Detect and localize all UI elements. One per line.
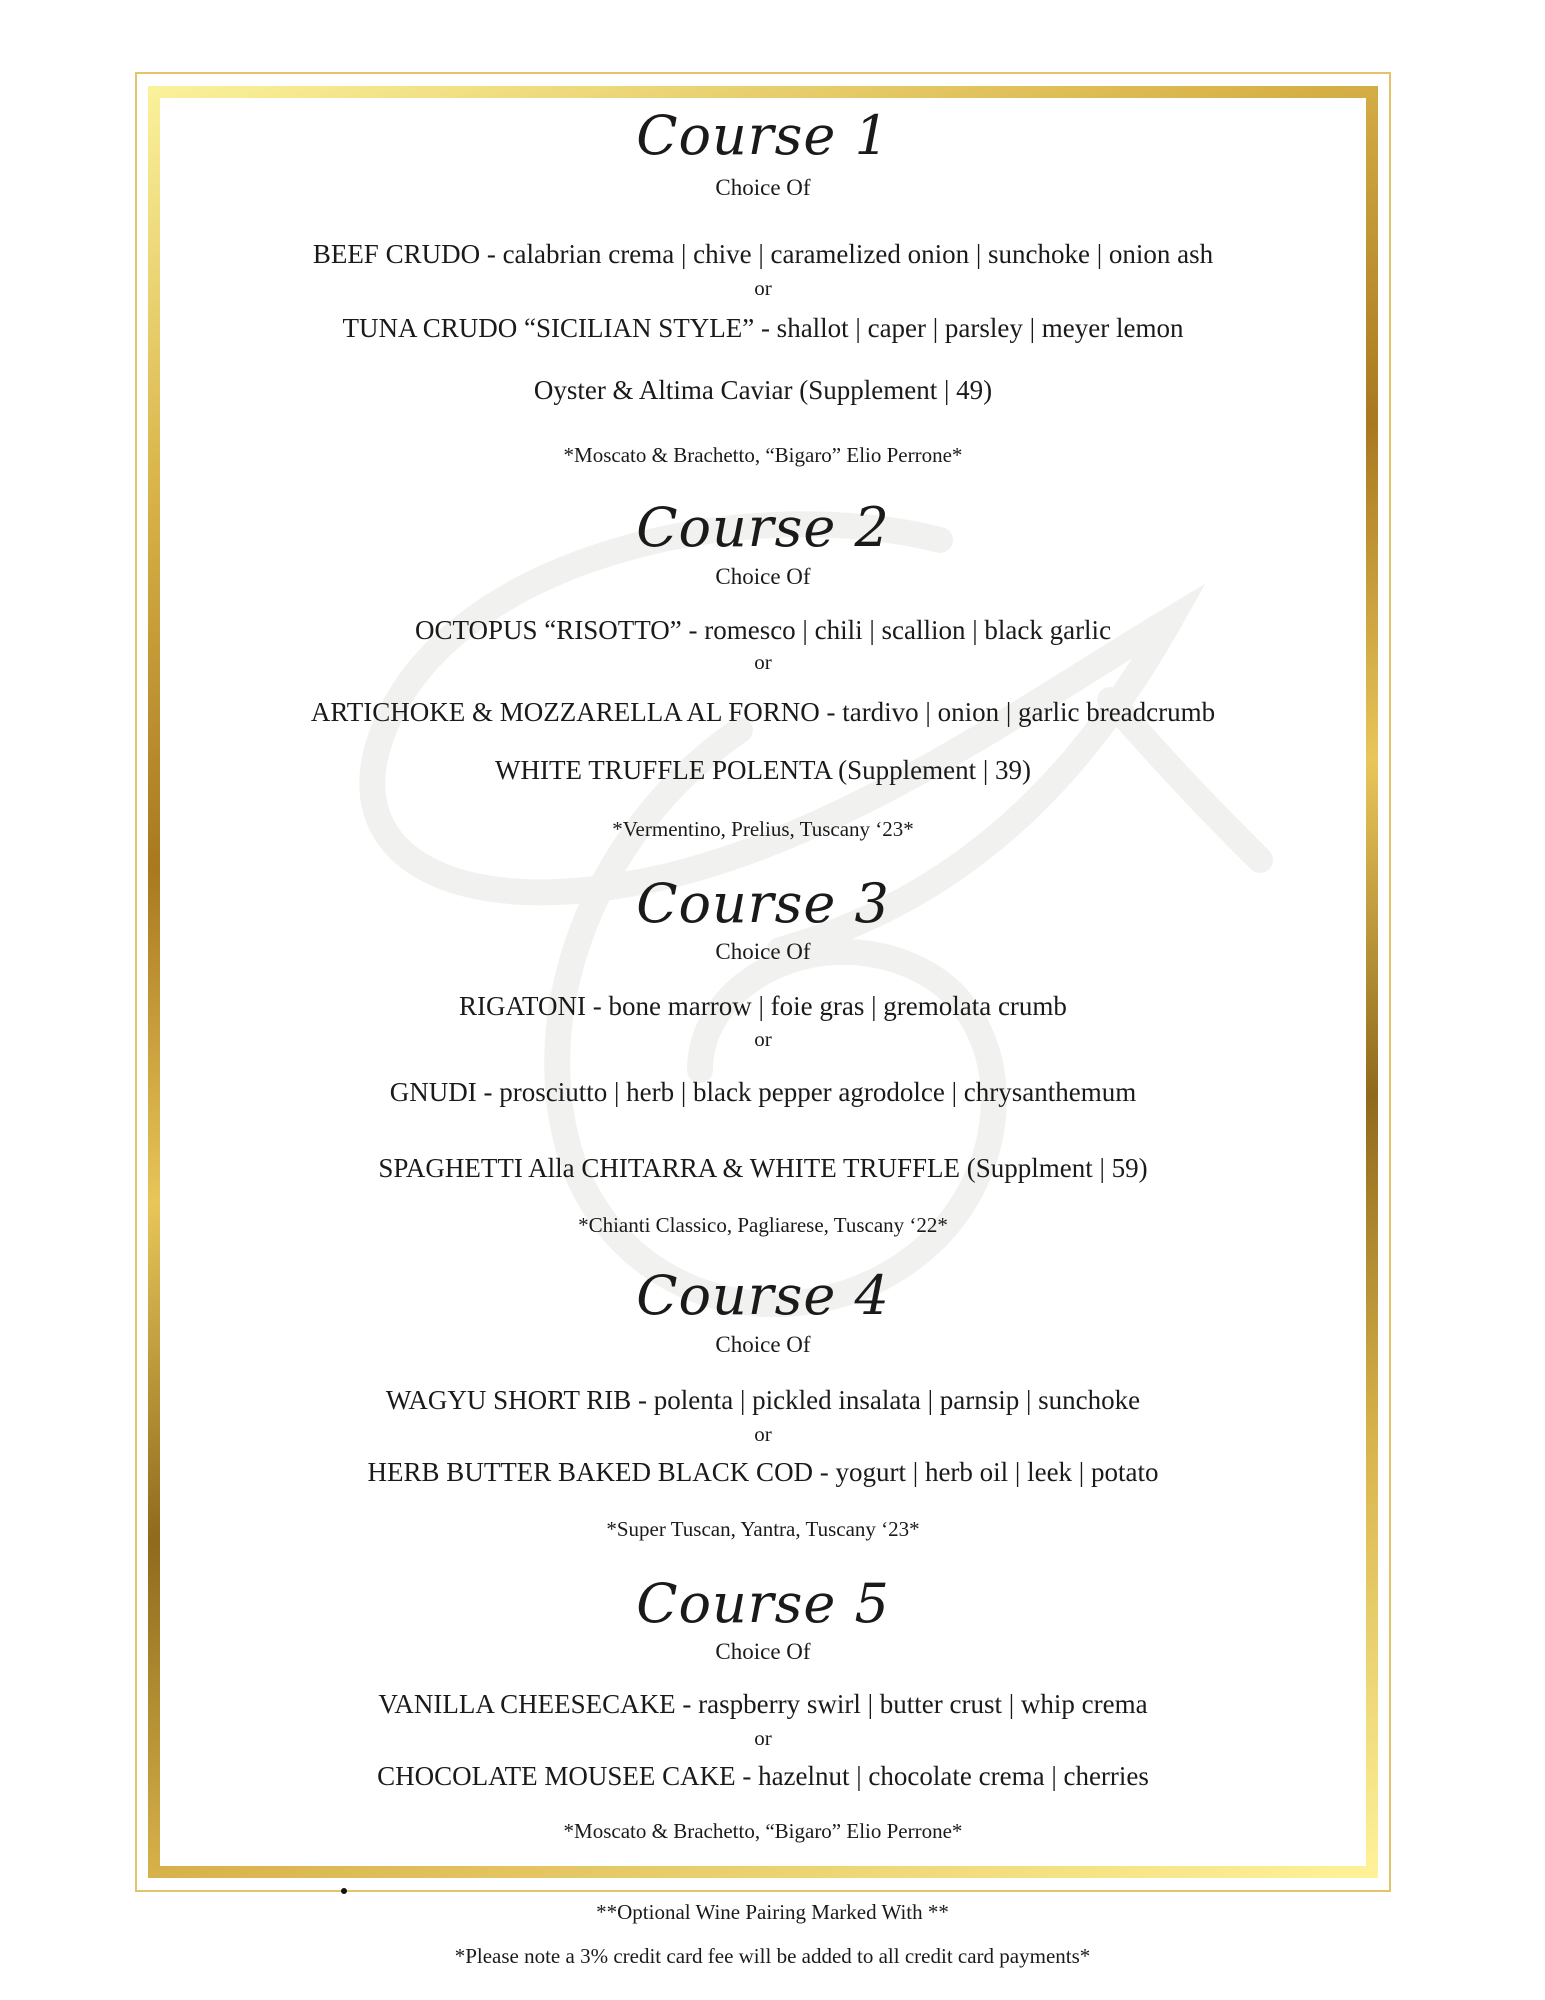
course-5-option-1: VANILLA CHEESECAKE - raspberry swirl | butter crust | whip crema — [378, 1689, 1148, 1719]
course-5-wine: *Moscato & Brachetto, “Bigaro” Elio Perrone* — [563, 1819, 963, 1843]
course-1-option-1: BEEF CRUDO - calabrian crema | chive | caramelized onion | sunchoke | onion ash — [312, 239, 1214, 269]
course-1-option-2: TUNA CRUDO “SICILIAN STYLE” - shallot | caper | parsley | meyer lemon — [342, 313, 1184, 343]
course-3-title: Course 3 — [636, 872, 890, 935]
course-3-wine: *Chianti Classico, Pagliarese, Tuscany ‘22* — [578, 1213, 948, 1237]
course-4-option-2: HERB BUTTER BAKED BLACK COD - yogurt | herb oil | leek | potato — [367, 1457, 1159, 1487]
course-3-choice: Choice Of — [715, 939, 811, 964]
course-5-title: Course 5 — [636, 1572, 890, 1635]
course-5-choice: Choice Of — [715, 1639, 811, 1664]
course-2-wine: *Vermentino, Prelius, Tuscany ‘23* — [612, 817, 914, 841]
course-5-option-2: CHOCOLATE MOUSEE CAKE - hazelnut | chocolate crema | cherries — [377, 1761, 1149, 1791]
course-2-or: or — [754, 650, 772, 674]
credit-card-fee-note: *Please note a 3% credit card fee will be added to all credit card payments* — [454, 1944, 1091, 1968]
course-2-option-1: OCTOPUS “RISOTTO” - romesco | chili | scallion | black garlic — [414, 615, 1112, 645]
course-4-or: or — [754, 1422, 772, 1446]
course-4-option-1: WAGYU SHORT RIB - polenta | pickled insalata | parnsip | sunchoke — [385, 1385, 1141, 1415]
course-3-option-1: RIGATONI - bone marrow | foie gras | gremolata crumb — [459, 991, 1067, 1021]
course-2-title: Course 2 — [636, 496, 890, 559]
course-4-choice: Choice Of — [715, 1332, 811, 1357]
course-2-option-2: ARTICHOKE & MOZZARELLA AL FORNO - tardivo | onion | garlic breadcrumb — [310, 697, 1216, 727]
course-1-title: Course 1 — [636, 104, 890, 167]
course-3-or: or — [754, 1027, 772, 1051]
course-2-choice: Choice Of — [715, 564, 811, 589]
course-1-wine: *Moscato & Brachetto, “Bigaro” Elio Perrone* — [563, 443, 963, 467]
course-1-supplement: Oyster & Altima Caviar (Supplement | 49) — [533, 375, 993, 405]
bullet-dot — [341, 1888, 347, 1894]
course-5-or: or — [754, 1726, 772, 1750]
course-3-supplement: SPAGHETTI Alla CHITARRA & WHITE TRUFFLE (Supplment | 59) — [378, 1153, 1148, 1183]
course-3-option-2: GNUDI - prosciutto | herb | black pepper agrodolce | chrysanthemum — [389, 1077, 1137, 1107]
wine-pairing-note: **Optional Wine Pairing Marked With ** — [596, 1900, 949, 1924]
course-1-or: or — [754, 276, 772, 300]
course-4-title: Course 4 — [636, 1264, 890, 1327]
course-1-choice: Choice Of — [715, 175, 811, 200]
course-4-wine: *Super Tuscan, Yantra, Tuscany ‘23* — [606, 1517, 920, 1541]
course-2-supplement: WHITE TRUFFLE POLENTA (Supplement | 39) — [495, 755, 1031, 785]
